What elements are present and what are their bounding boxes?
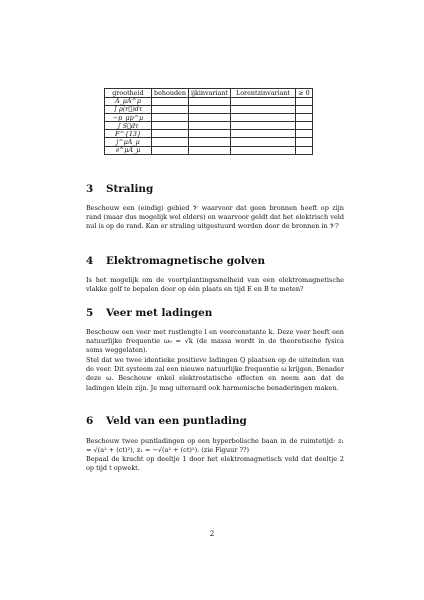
table-cell <box>188 146 230 154</box>
table-cell <box>296 130 313 138</box>
section-number: 6 <box>86 415 94 427</box>
table-row <box>105 114 313 122</box>
table-cell <box>231 122 296 130</box>
table-cell <box>188 106 230 114</box>
table-cell <box>296 146 313 154</box>
table-cell <box>296 106 313 114</box>
table-row <box>105 98 313 106</box>
table-header: grootheid <box>105 89 152 98</box>
section-title: Straling <box>106 183 154 195</box>
section-title: Veer met ladingen <box>106 307 213 319</box>
table-row <box>105 138 313 146</box>
table-cell <box>231 146 296 154</box>
table-row-label: ∫ ρ(r⃗)dτ <box>105 106 152 114</box>
table-cell <box>231 98 296 106</box>
table-row-label: ∫ S⃗dτ <box>105 122 152 130</box>
table-cell <box>188 114 230 122</box>
table-cell <box>296 122 313 130</box>
table-cell <box>188 98 230 106</box>
table-header-row <box>105 89 313 98</box>
table-cell <box>152 98 189 106</box>
table-row <box>105 122 313 130</box>
table-row <box>105 130 313 138</box>
section-paragraph: Beschouw een (eindig) gebied 𝒱 waarvoor dat geen bronnen heeft op zijn rand (maar dus mogelijk wel elders) en waarvoor geldt dat het elektrisch veld nul is op de rand. Kan er straling uitgestuurd worden door de bronnen in 𝒱? <box>86 204 344 231</box>
table-cell <box>296 138 313 146</box>
section-paragraph: Stel dat we twee identieke positieve ladingen Q plaatsen op de uiteinden van de veer. Dit systeem zal een nieuwe natuurlijke frequentie ω krijgen. Benader deze ω. Beschouw enkel elektrostatische effecten en neem aan dat de ladingen klein zijn. Je mag uiteraard ook harmonische benaderingen maken. <box>86 356 344 392</box>
table-cell <box>296 98 313 106</box>
table-cell <box>152 138 189 146</box>
section-paragraph: Beschouw een veer met rustlengte l en veerconstante k. Deze veer heeft een natuurlijke frequentie ω₀ = √k (de massa wordt in de theoretische fysica soms weggelaten). <box>86 328 344 355</box>
table-row-label: ∂^μA_μ <box>105 146 152 154</box>
table-cell <box>296 114 313 122</box>
table-cell <box>231 130 296 138</box>
section-heading-golven <box>86 255 265 267</box>
table-cell <box>152 146 189 154</box>
section-title: Veld van een puntlading <box>106 415 247 427</box>
table-cell <box>152 114 189 122</box>
table-row <box>105 146 313 154</box>
table-cell <box>152 122 189 130</box>
section-heading-puntlading <box>86 415 247 427</box>
section-title: Elektromagnetische golven <box>106 255 266 267</box>
quantities-table <box>104 88 313 155</box>
table-cell <box>152 130 189 138</box>
section-paragraph: Bepaal de kracht op deeltje 1 door het elektromagnetisch veld dat deeltje 2 op tijd t opwekt. <box>86 455 344 473</box>
table-header: Lorentzinvariant <box>231 89 296 98</box>
table-row-label: j^μA_μ <box>105 138 152 146</box>
table-cell <box>152 106 189 114</box>
table-row-label: −p_μp^μ <box>105 114 152 122</box>
page-number: 2 <box>209 530 215 538</box>
section-paragraph: Beschouw twee puntladingen op een hyperbolische baan in de ruimtetijd: z₁ = √(a² + (ct)²), z₁ = −√(a² + (ct)²). (zie Figuur ??) <box>86 437 344 455</box>
section-number: 5 <box>86 307 94 319</box>
table-cell <box>188 138 230 146</box>
table-cell <box>231 138 296 146</box>
section-paragraph: Is het mogelijk om de voortplantingssnelheid van een elektromagnetische vlakke golf te bepalen door op één plaats en tijd E en B te meten? <box>86 276 344 294</box>
section-number: 4 <box>86 255 94 267</box>
table-cell <box>188 122 230 130</box>
table-header: ≥ 0 <box>296 89 313 98</box>
table-row <box>105 106 313 114</box>
table-header: ijkinvariant <box>188 89 230 98</box>
table-row-label: A_μA^μ <box>105 98 152 106</box>
table-header: behouden <box>152 89 189 98</box>
section-heading-straling <box>86 183 153 195</box>
table-cell <box>231 106 296 114</box>
section-heading-veer <box>86 307 212 319</box>
table-cell <box>188 130 230 138</box>
section-number: 3 <box>86 183 94 195</box>
table-row-label: F^{13} <box>105 130 152 138</box>
table-cell <box>231 114 296 122</box>
